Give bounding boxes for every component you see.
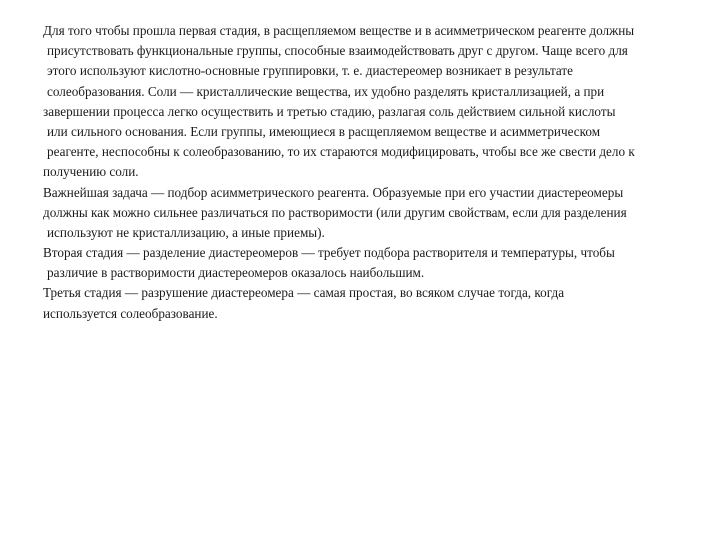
text-line: реагенте, неспособны к солеобразованию, то их стараются модифицировать, чтобы все же свести дело к: [47, 144, 635, 160]
text-line: завершении процесса легко осуществить и третью стадию, разлагая соль действием сильной кислоты: [43, 103, 616, 119]
text-line: должны как можно сильнее различаться по растворимости (или другим свойствам, если для разделения: [43, 204, 627, 220]
text-line: Третья стадия — разрушение диастереомера — самая простая, во всяком случае тогда, когда: [43, 285, 565, 301]
text-line: Для того чтобы прошла первая стадия, в расщепляемом веществе и в асимметрическом реагенте должны: [43, 23, 635, 38]
text-line: или сильного основания. Если группы, имеющиеся в расщепляемом веществе и асимметрическом: [47, 123, 601, 139]
text-line: получению соли.: [43, 164, 139, 180]
text-line: Вторая стадия — разделение диастереомеров — требует подбора растворителя и температуры, чтобы: [43, 245, 615, 261]
text-line: используют не кристаллизацию, а иные приемы).: [47, 224, 325, 240]
text-line: присутствовать функциональные группы, способные взаимодействовать друг с другом. Чаще всего для: [47, 43, 628, 59]
text-line: солеобразования. Соли — кристаллические вещества, их удобно разделять кристаллизацией, а при: [47, 83, 605, 99]
text-line: Важнейшая задача — подбор асимметрического реагента. Образуемые при его участии диастереомеры: [43, 184, 624, 200]
text-line: этого используют кислотно-основные группировки, т. е. диастереомер возникает в результате: [47, 63, 574, 79]
text-line: используется солеобразование.: [43, 305, 218, 321]
text-line: различие в растворимости диастереомеров оказалось наибольшим.: [47, 265, 425, 281]
document-text: [43, 21, 683, 324]
